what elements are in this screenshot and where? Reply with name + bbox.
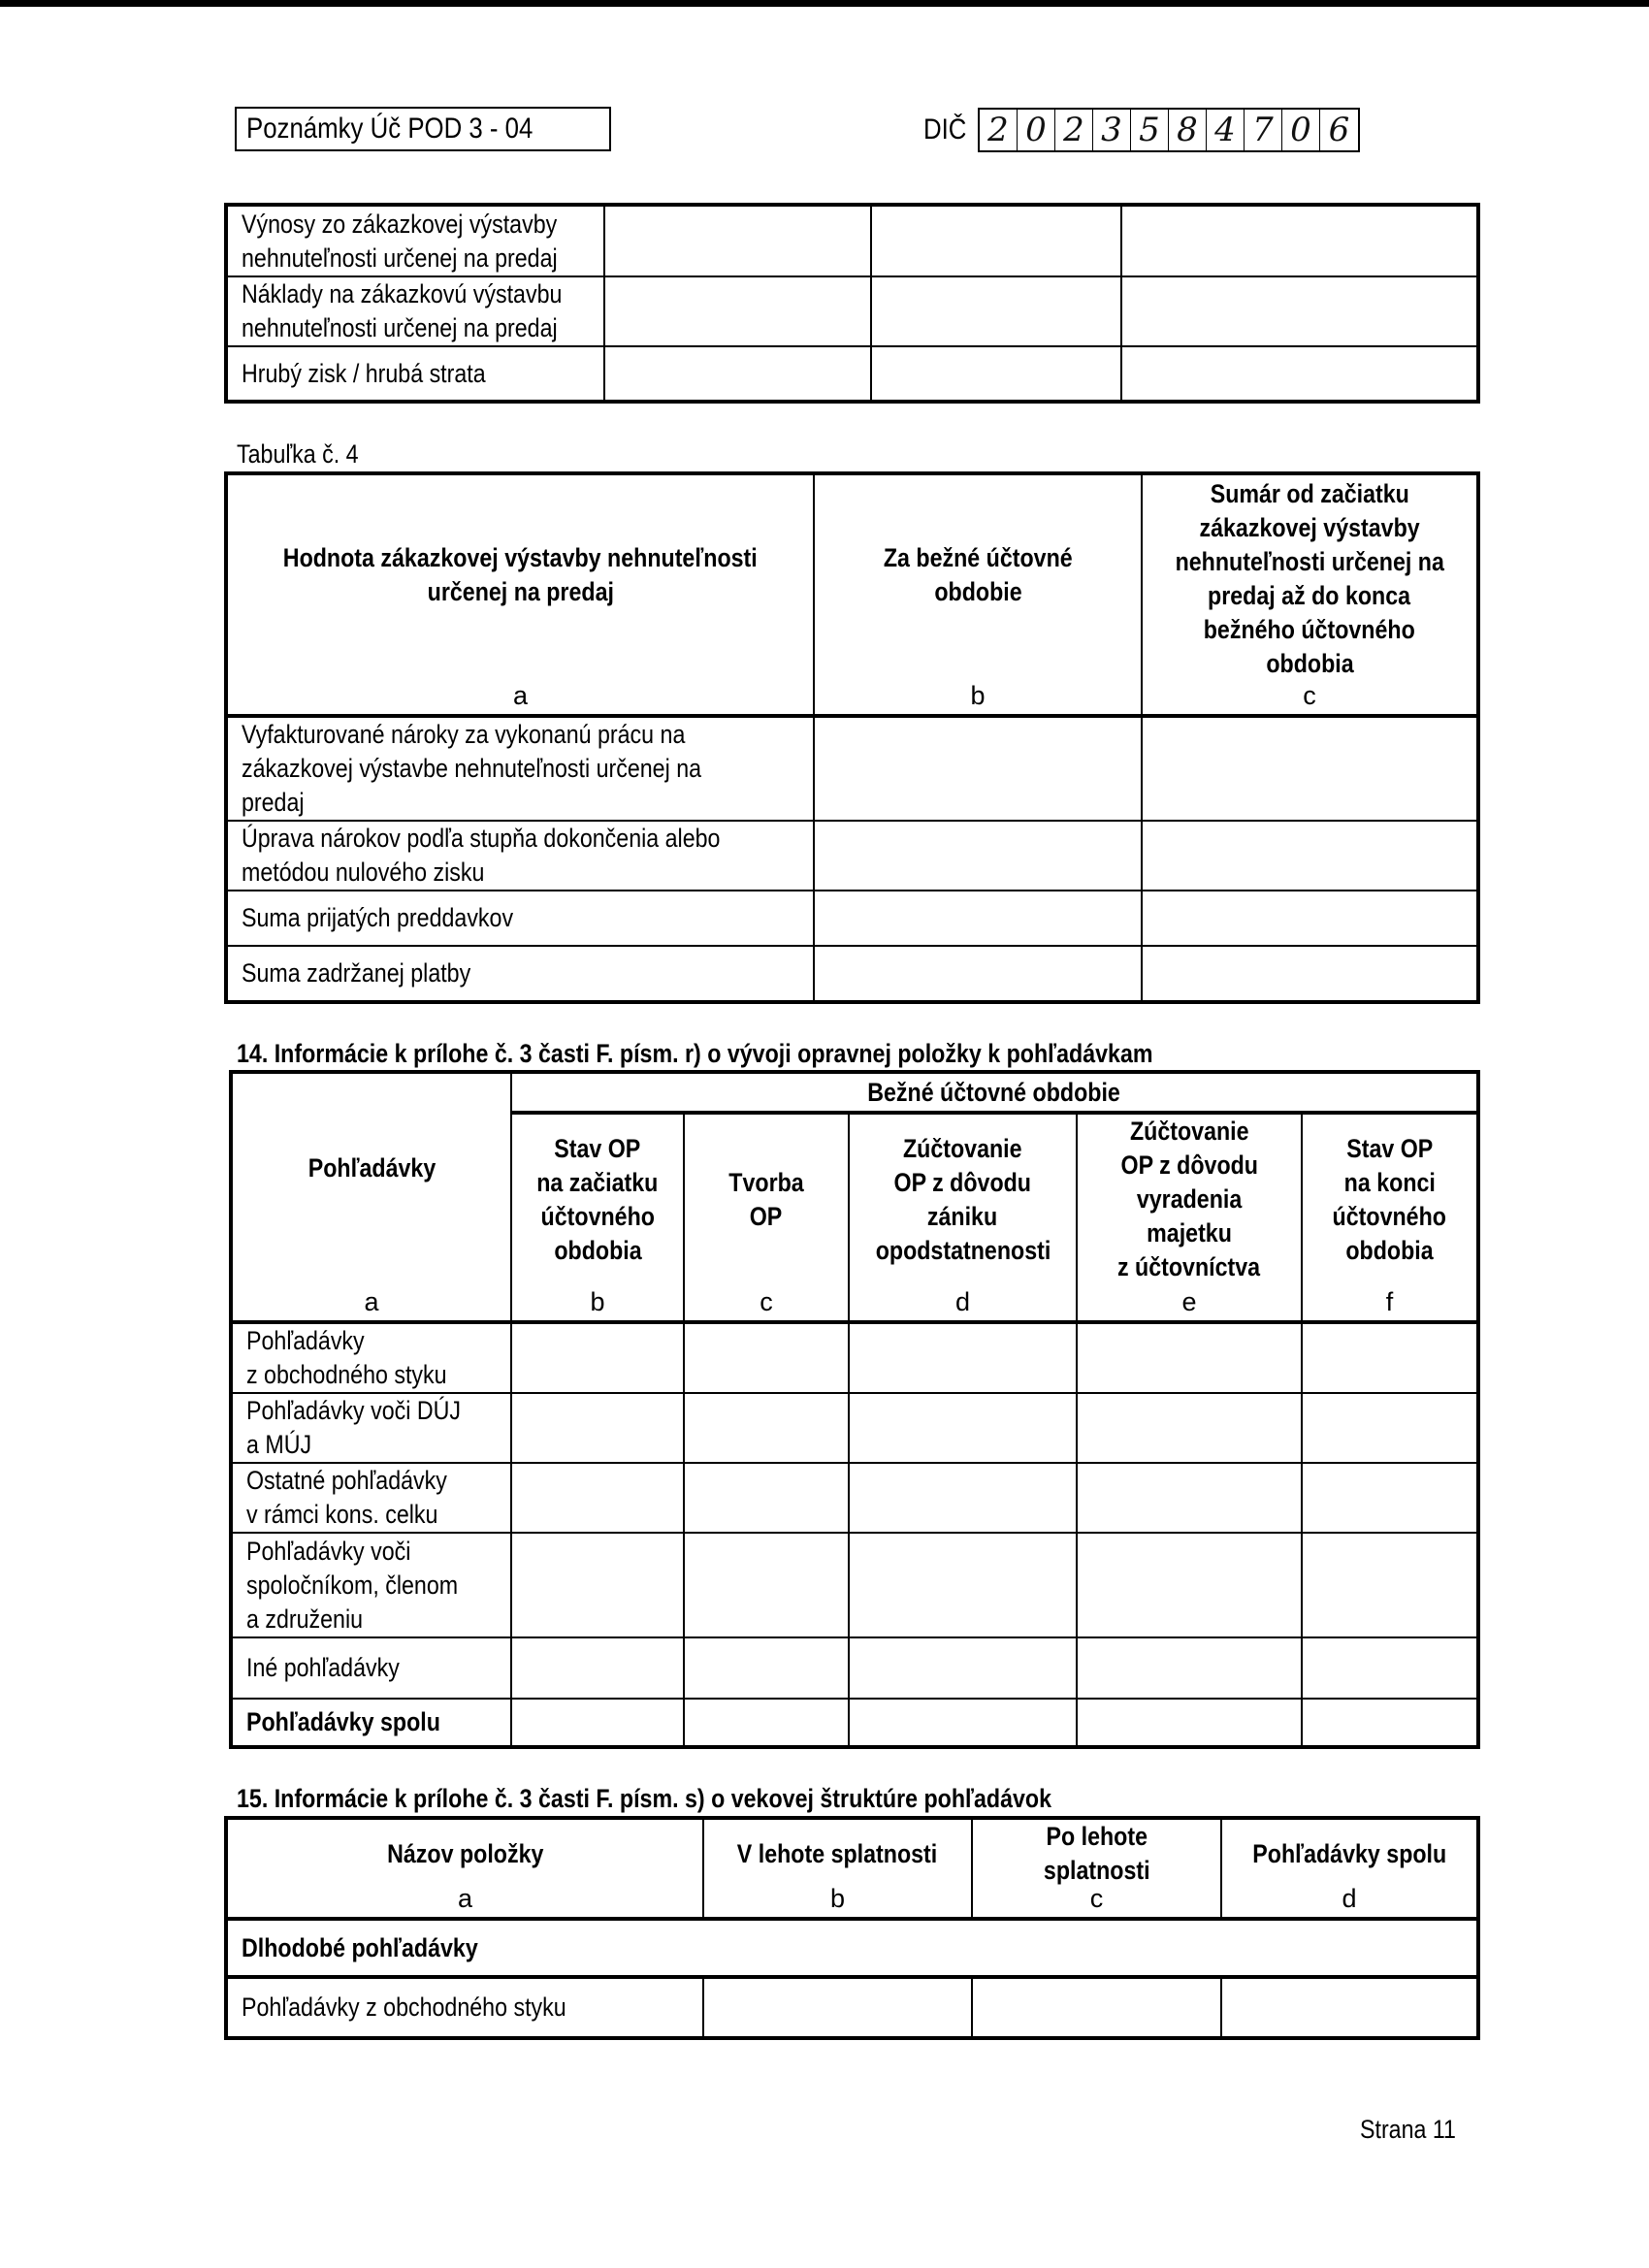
column-header-d: Zúčtovanie OP z dôvodu zániku opodstatnenosti d xyxy=(849,1113,1077,1322)
value-cell[interactable] xyxy=(1302,1393,1478,1463)
value-cell[interactable] xyxy=(684,1463,849,1533)
table-row xyxy=(226,891,1478,946)
value-cell[interactable] xyxy=(1142,946,1478,1002)
scan-top-edge xyxy=(0,0,1649,7)
section-row xyxy=(226,1919,1478,1977)
construction-revenue-table xyxy=(224,203,1480,404)
table-row xyxy=(231,1533,1478,1637)
value-cell[interactable] xyxy=(814,821,1142,891)
value-cell[interactable] xyxy=(1077,1322,1302,1393)
value-cell[interactable] xyxy=(849,1637,1077,1699)
value-cell[interactable] xyxy=(1302,1637,1478,1699)
dic-digit[interactable]: 6 xyxy=(1328,111,1350,149)
value-cell[interactable] xyxy=(604,346,871,402)
value-cell[interactable] xyxy=(1221,1977,1478,2038)
value-cell[interactable] xyxy=(604,205,871,276)
dic-digit[interactable]: 5 xyxy=(1131,110,1169,150)
column-header-d: Pohľadávky spolu d xyxy=(1221,1818,1478,1919)
row-label: Pohľadávky voči DÚJ a MÚJ xyxy=(231,1393,511,1463)
group-header-current-period: Bežné účtovné obdobie xyxy=(511,1072,1478,1113)
value-cell[interactable] xyxy=(1121,276,1478,346)
value-cell[interactable] xyxy=(1142,891,1478,946)
dic-digit[interactable]: 7 xyxy=(1245,110,1282,150)
dic-field[interactable] xyxy=(978,108,1360,152)
dic-digit[interactable]: 2 xyxy=(980,110,1018,150)
value-cell[interactable] xyxy=(849,1322,1077,1393)
column-header-c: Sumár od začiatku zákazkovej výstavby nehnuteľnosti určenej na predaj až do konca bežného účtovného obdobia c xyxy=(1142,473,1478,716)
row-label: Pohľadávky z obchodného styku xyxy=(226,1977,703,2038)
value-cell[interactable] xyxy=(511,1699,684,1747)
value-cell[interactable] xyxy=(1077,1637,1302,1699)
row-label-total: Pohľadávky spolu xyxy=(231,1699,511,1747)
row-label: Pohľadávky voči spoločníkom, členom a združeniu xyxy=(231,1533,511,1637)
dic-digit[interactable]: 4 xyxy=(1207,110,1245,150)
value-cell[interactable] xyxy=(684,1699,849,1747)
value-cell[interactable] xyxy=(684,1393,849,1463)
table-header-row xyxy=(231,1072,1478,1113)
column-header-a: Hodnota zákazkovej výstavby nehnuteľnosti určenej na predaj a xyxy=(226,473,814,716)
dic-digit[interactable]: 0 xyxy=(1282,110,1320,150)
value-cell[interactable] xyxy=(849,1393,1077,1463)
value-cell[interactable] xyxy=(511,1637,684,1699)
table-header-row xyxy=(226,1818,1478,1919)
value-cell[interactable] xyxy=(1121,205,1478,276)
row-label: Vyfakturované nároky za vykonanú prácu na zákazkovej výstavbe nehnuteľnosti určenej na predaj xyxy=(226,716,814,821)
row-label: Ostatné pohľadávky v rámci kons. celku xyxy=(231,1463,511,1533)
dic-digit[interactable]: 3 xyxy=(1093,110,1131,150)
value-cell[interactable] xyxy=(511,1533,684,1637)
table-row xyxy=(226,716,1478,821)
table-row-total xyxy=(231,1699,1478,1747)
value-cell[interactable] xyxy=(814,946,1142,1002)
row-label: Suma zadržanej platby xyxy=(226,946,814,1002)
value-cell[interactable] xyxy=(1077,1393,1302,1463)
value-cell[interactable] xyxy=(814,716,1142,821)
value-cell[interactable] xyxy=(703,1977,972,2038)
table4 xyxy=(224,471,1480,1004)
table-row xyxy=(226,1977,1478,2038)
column-header-b: Za bežné účtovné obdobie b xyxy=(814,473,1142,716)
row-label: Úprava nárokov podľa stupňa dokončenia alebo metódou nulového zisku xyxy=(226,821,814,891)
column-header-f: Stav OP na konci účtovného obdobia f xyxy=(1302,1113,1478,1322)
row-label: Pohľadávky z obchodného styku xyxy=(231,1322,511,1393)
value-cell[interactable] xyxy=(1142,716,1478,821)
value-cell[interactable] xyxy=(1302,1322,1478,1393)
value-cell[interactable] xyxy=(1142,821,1478,891)
row-label: Hrubý zisk / hrubá strata xyxy=(226,346,604,402)
section15-title: 15. Informácie k prílohe č. 3 časti F. písm. s) o vekovej štruktúre pohľadávok xyxy=(237,1784,1052,1813)
row-label: Suma prijatých preddavkov xyxy=(226,891,814,946)
table-row xyxy=(226,276,1478,346)
value-cell[interactable] xyxy=(1302,1533,1478,1637)
table-row xyxy=(231,1393,1478,1463)
value-cell[interactable] xyxy=(849,1463,1077,1533)
page-number: Strana 11 xyxy=(1360,2115,1456,2144)
allowance-table xyxy=(229,1070,1480,1749)
section14-title: 14. Informácie k prílohe č. 3 časti F. písm. r) o vývoji opravnej položky k pohľadávkam xyxy=(237,1039,1153,1068)
table-row xyxy=(231,1322,1478,1393)
form-code-box xyxy=(235,107,611,151)
table-row xyxy=(231,1463,1478,1533)
table-row xyxy=(226,346,1478,402)
value-cell[interactable] xyxy=(1077,1699,1302,1747)
value-cell[interactable] xyxy=(684,1533,849,1637)
dic-label: DIČ xyxy=(923,113,967,146)
dic-digit[interactable]: 0 xyxy=(1018,110,1055,150)
value-cell[interactable] xyxy=(604,276,871,346)
value-cell[interactable] xyxy=(1077,1533,1302,1637)
value-cell[interactable] xyxy=(871,276,1121,346)
dic-digit[interactable]: 8 xyxy=(1169,110,1207,150)
column-header-c: Tvorba OP c xyxy=(684,1113,849,1322)
row-label: Náklady na zákazkovú výstavbu nehnuteľnosti určenej na predaj xyxy=(226,276,604,346)
value-cell[interactable] xyxy=(972,1977,1221,2038)
value-cell[interactable] xyxy=(849,1533,1077,1637)
table-row xyxy=(226,821,1478,891)
value-cell[interactable] xyxy=(684,1322,849,1393)
section-row-long-term-receivables: Dlhodobé pohľadávky xyxy=(226,1919,1478,1977)
table-row xyxy=(226,205,1478,276)
column-header-a: Názov položky a xyxy=(226,1818,703,1919)
column-header-b: Stav OP na začiatku účtovného obdobia b xyxy=(511,1113,684,1322)
table-row xyxy=(231,1637,1478,1699)
column-header-b: V lehote splatnosti b xyxy=(703,1818,972,1919)
value-cell[interactable] xyxy=(849,1699,1077,1747)
dic-digit[interactable]: 2 xyxy=(1055,110,1093,150)
row-label: Výnosy zo zákazkovej výstavby nehnuteľnosti určenej na predaj xyxy=(226,205,604,276)
table-row xyxy=(226,946,1478,1002)
column-header-e: Zúčtovanie OP z dôvodu vyradenia majetku z účtovníctva e xyxy=(1077,1113,1302,1322)
value-cell[interactable] xyxy=(684,1637,849,1699)
column-header-a: Pohľadávky a xyxy=(231,1072,511,1322)
value-cell[interactable] xyxy=(1121,346,1478,402)
column-header-c: Po lehote splatnosti c xyxy=(972,1818,1221,1919)
table-header-row xyxy=(226,473,1478,716)
value-cell[interactable] xyxy=(511,1393,684,1463)
row-label: Iné pohľadávky xyxy=(231,1637,511,1699)
age-structure-table xyxy=(224,1816,1480,2040)
value-cell[interactable] xyxy=(1302,1699,1478,1747)
form-code: Poznámky Úč POD 3 - 04 xyxy=(246,113,534,145)
value-cell[interactable] xyxy=(871,205,1121,276)
table4-caption: Tabuľka č. 4 xyxy=(237,439,359,469)
value-cell[interactable] xyxy=(1077,1463,1302,1533)
value-cell[interactable] xyxy=(814,891,1142,946)
value-cell[interactable] xyxy=(1302,1463,1478,1533)
value-cell[interactable] xyxy=(511,1322,684,1393)
value-cell[interactable] xyxy=(511,1463,684,1533)
value-cell[interactable] xyxy=(871,346,1121,402)
